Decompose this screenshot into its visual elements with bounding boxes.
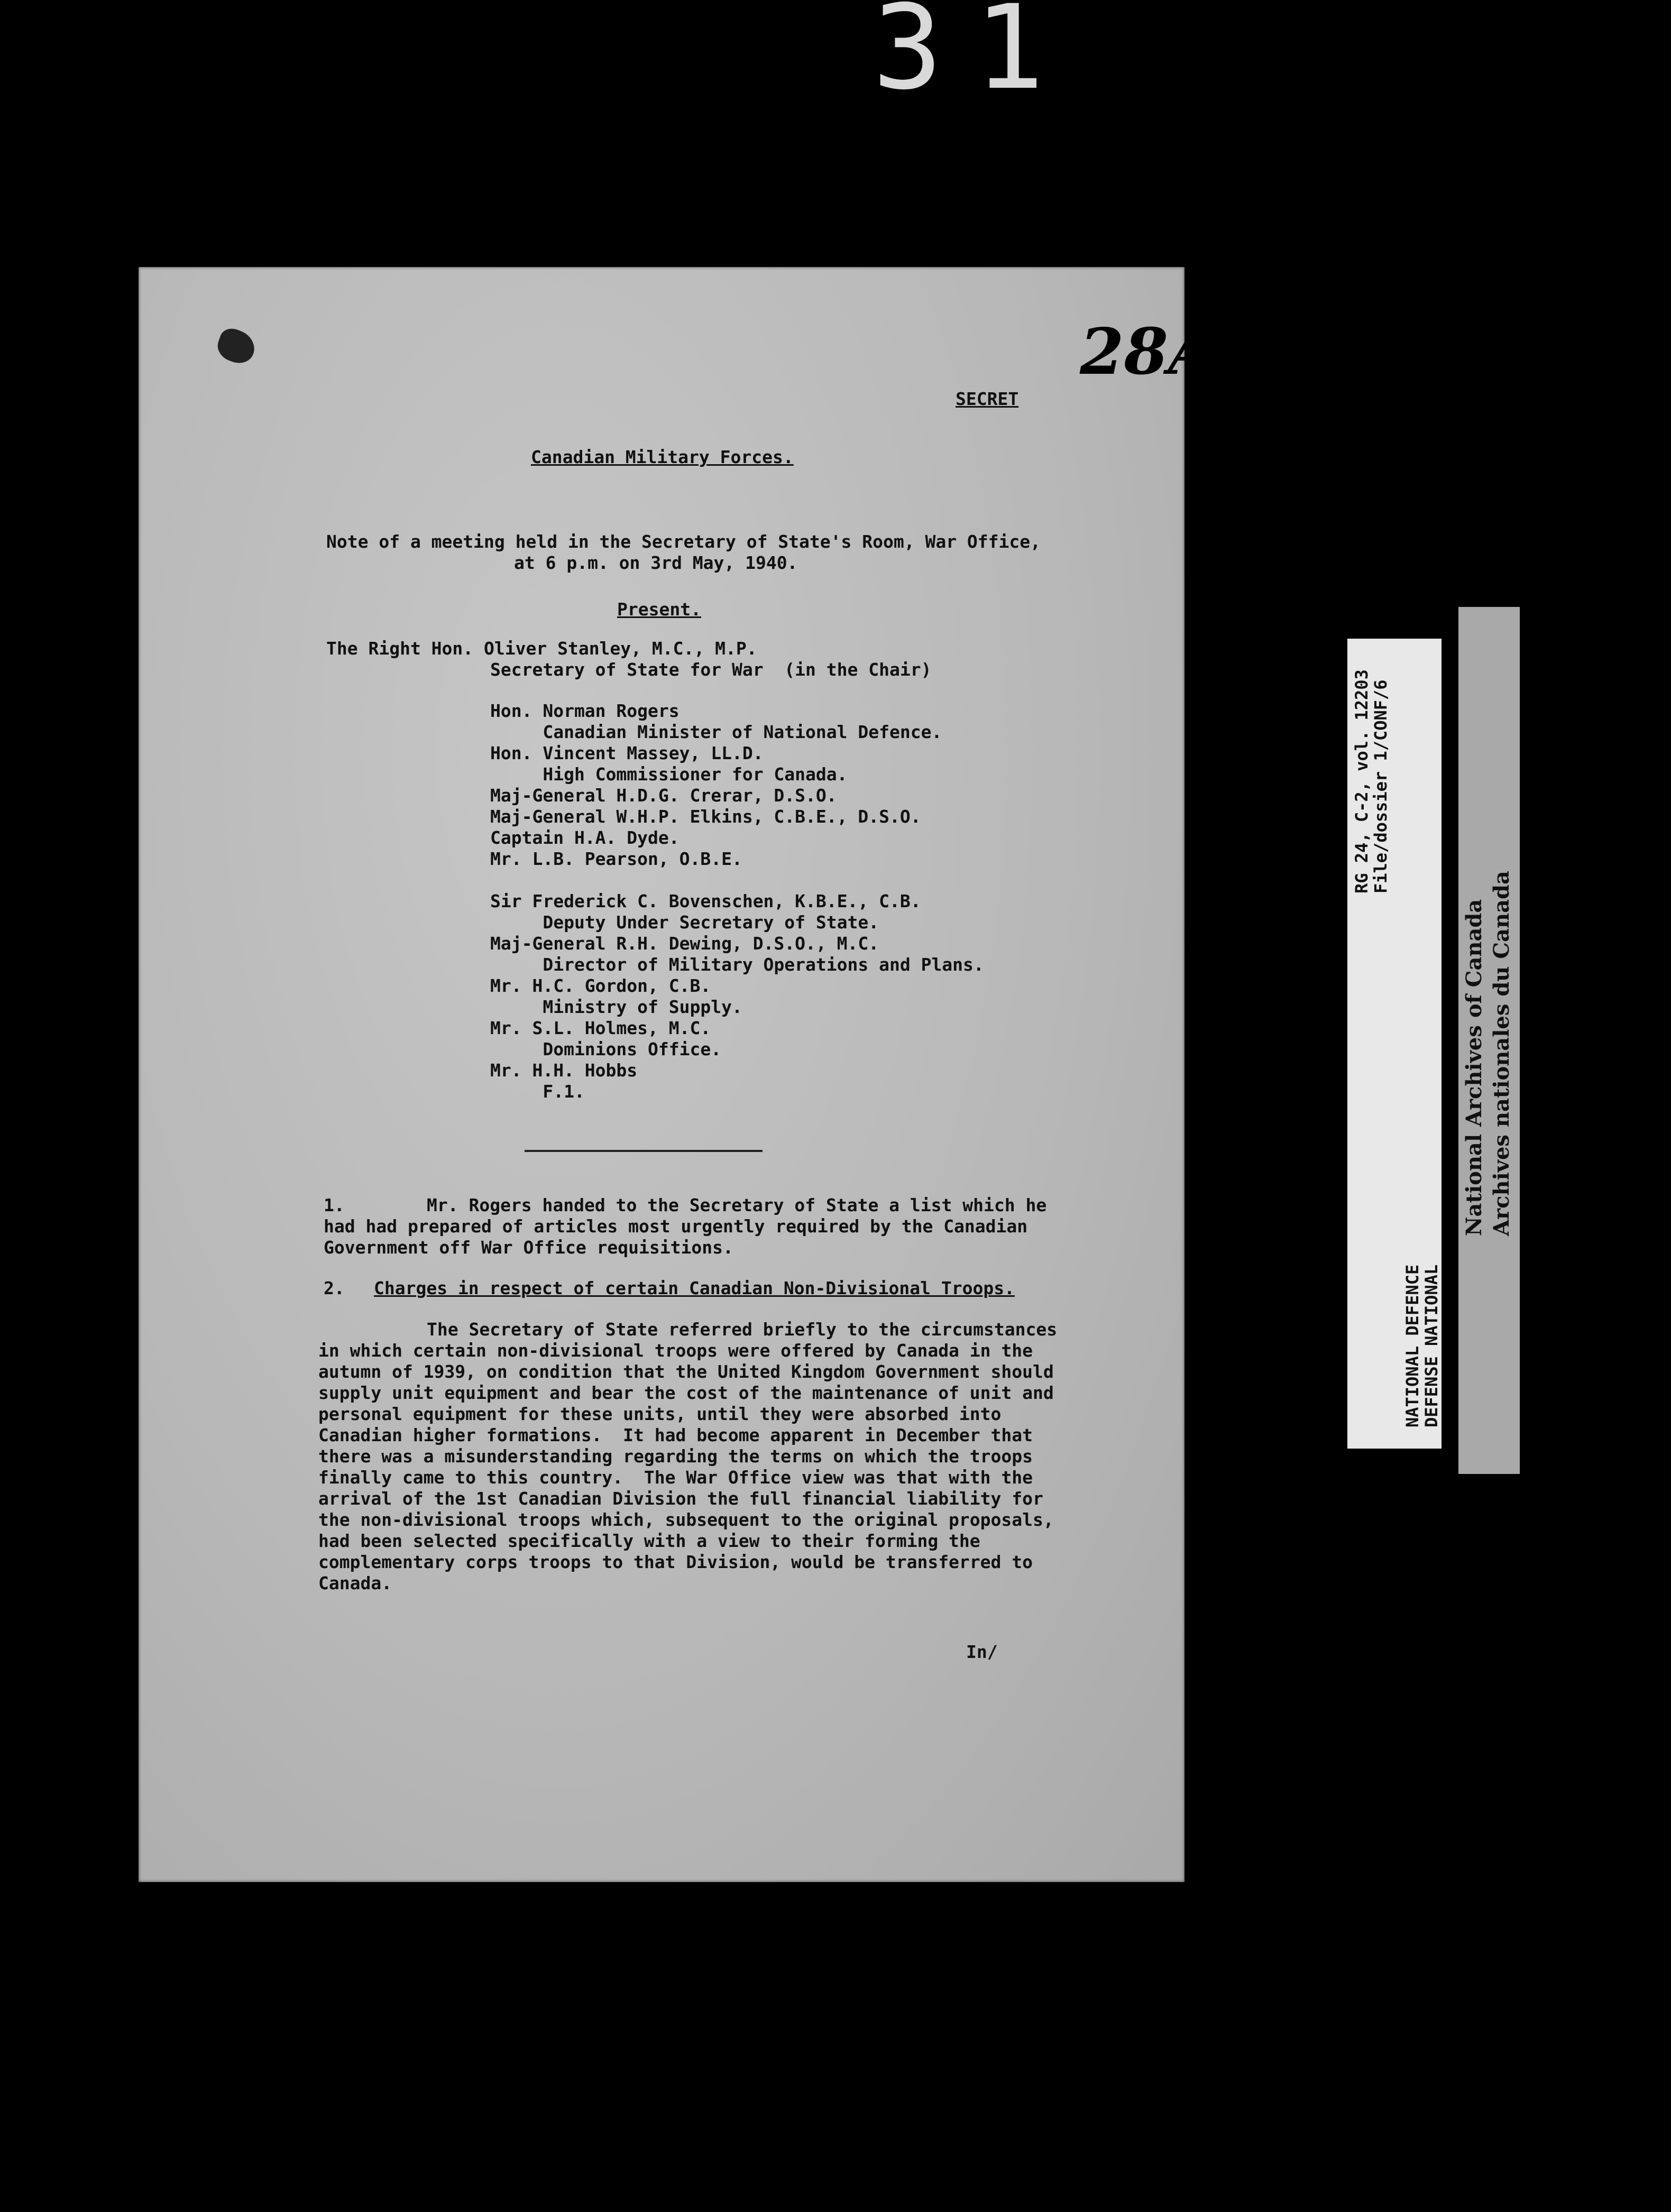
para1-line: had had prepared of articles most urgently required by the Canadian <box>324 1216 1028 1237</box>
present-heading: Present. <box>617 599 701 620</box>
attendee-line: Hon. Vincent Massey, LL.D. <box>490 743 764 763</box>
para1-line: Government off War Office requisitions. <box>324 1237 733 1258</box>
attendee-line: Director of Military Operations and Plans. <box>490 954 984 975</box>
attendee-line: High Commissioner for Canada. <box>490 764 848 785</box>
archive-ref-line2: File/dossier 1/CONF/6 <box>1371 679 1391 893</box>
archive-stamp-text <box>1458 607 1520 1474</box>
document-title: Canadian Military Forces. <box>531 447 794 467</box>
para2-line: in which certain non-divisional troops were offered by Canada in the <box>318 1340 1033 1361</box>
archive-reference-text <box>1347 639 1442 1449</box>
attendee-line: Dominions Office. <box>490 1039 722 1059</box>
para2-line: the non-divisional troops which, subsequent to the original proposals, <box>318 1509 1054 1530</box>
archive-reference-label <box>1347 639 1442 1449</box>
para2-line: supply unit equipment and bear the cost of the maintenance of unit and <box>318 1382 1054 1403</box>
meeting-note-line1: Note of a meeting held in the Secretary of State's Room, War Office, <box>326 531 1041 552</box>
separator-rule <box>525 1150 763 1152</box>
para2-line: finally came to this country. The War Office view was that with the <box>318 1467 1033 1488</box>
archive-ref-line4: DEFENSE NATIONAL <box>1421 1264 1442 1427</box>
continuation-mark: In/ <box>966 1642 998 1662</box>
para2-line: had been selected specifically with a view to their forming the <box>318 1531 980 1551</box>
attendee-line: Mr. H.C. Gordon, C.B. <box>490 975 711 996</box>
para2-line: Canadian higher formations. It had become apparent in December that <box>318 1425 1033 1445</box>
para2-number: 2. <box>324 1278 345 1298</box>
chair-line1: The Right Hon. Oliver Stanley, M.C., M.P. <box>326 638 757 659</box>
archive-stamp-line1: National Archives of Canada <box>1462 899 1486 1236</box>
archive-ref-line3: NATIONAL DEFENCE <box>1402 1264 1422 1427</box>
para2-line: The Secretary of State referred briefly to the circumstances <box>427 1319 1058 1340</box>
archive-stamp-line2: Archives nationales du Canada <box>1489 871 1514 1236</box>
frame-number: 31 <box>873 0 1076 115</box>
attendee-line: Maj-General H.D.G. Crerar, D.S.O. <box>490 785 837 806</box>
attendee-line: Deputy Under Secretary of State. <box>490 912 879 933</box>
para1-line: Mr. Rogers handed to the Secretary of State a list which he <box>427 1195 1047 1215</box>
para2-line: arrival of the 1st Canadian Division the full financial liability for <box>318 1488 1043 1509</box>
attendee-line: Mr. S.L. Holmes, M.C. <box>490 1018 711 1038</box>
attendee-line: Maj-General R.H. Dewing, D.S.O., M.C. <box>490 933 879 954</box>
archive-stamp <box>1458 607 1520 1474</box>
para2-line: autumn of 1939, on condition that the United Kingdom Government should <box>318 1361 1054 1382</box>
attendee-line: F.1. <box>490 1081 585 1102</box>
attendee-line: Canadian Minister of National Defence. <box>490 722 942 742</box>
chair-line2: Secretary of State for War (in the Chair) <box>490 659 932 680</box>
para1-number: 1. <box>324 1195 345 1215</box>
ink-blot <box>214 325 259 367</box>
attendee-line: Ministry of Supply. <box>490 997 742 1017</box>
attendee-line: Hon. Norman Rogers <box>490 701 680 721</box>
classification-marking: SECRET <box>956 389 1019 409</box>
archive-ref-line1: RG 24, C-2, vol. 12203 <box>1352 669 1372 893</box>
attendee-line: Captain H.A. Dyde. <box>490 827 680 848</box>
para2-heading: Charges in respect of certain Canadian Non-Divisional Troops. <box>374 1278 1015 1298</box>
document-page <box>139 267 1218 1882</box>
para2-line: there was a misunderstanding regarding the terms on which the troops <box>318 1446 1033 1467</box>
attendee-line: Mr. L.B. Pearson, O.B.E. <box>490 849 742 869</box>
attendee-line: Mr. H.H. Hobbs <box>490 1060 638 1081</box>
meeting-note-line2: at 6 p.m. on 3rd May, 1940. <box>514 552 798 573</box>
para2-line: complementary corps troops to that Division, would be transferred to <box>318 1552 1033 1572</box>
para2-line: Canada. <box>318 1573 392 1593</box>
attendee-line: Maj-General W.H.P. Elkins, C.B.E., D.S.O. <box>490 806 921 827</box>
attendee-line: Sir Frederick C. Bovenschen, K.B.E., C.B. <box>490 891 921 911</box>
handwritten-folio-mark: 28A <box>1080 315 1218 389</box>
para2-line: personal equipment for these units, until they were absorbed into <box>318 1404 1002 1424</box>
